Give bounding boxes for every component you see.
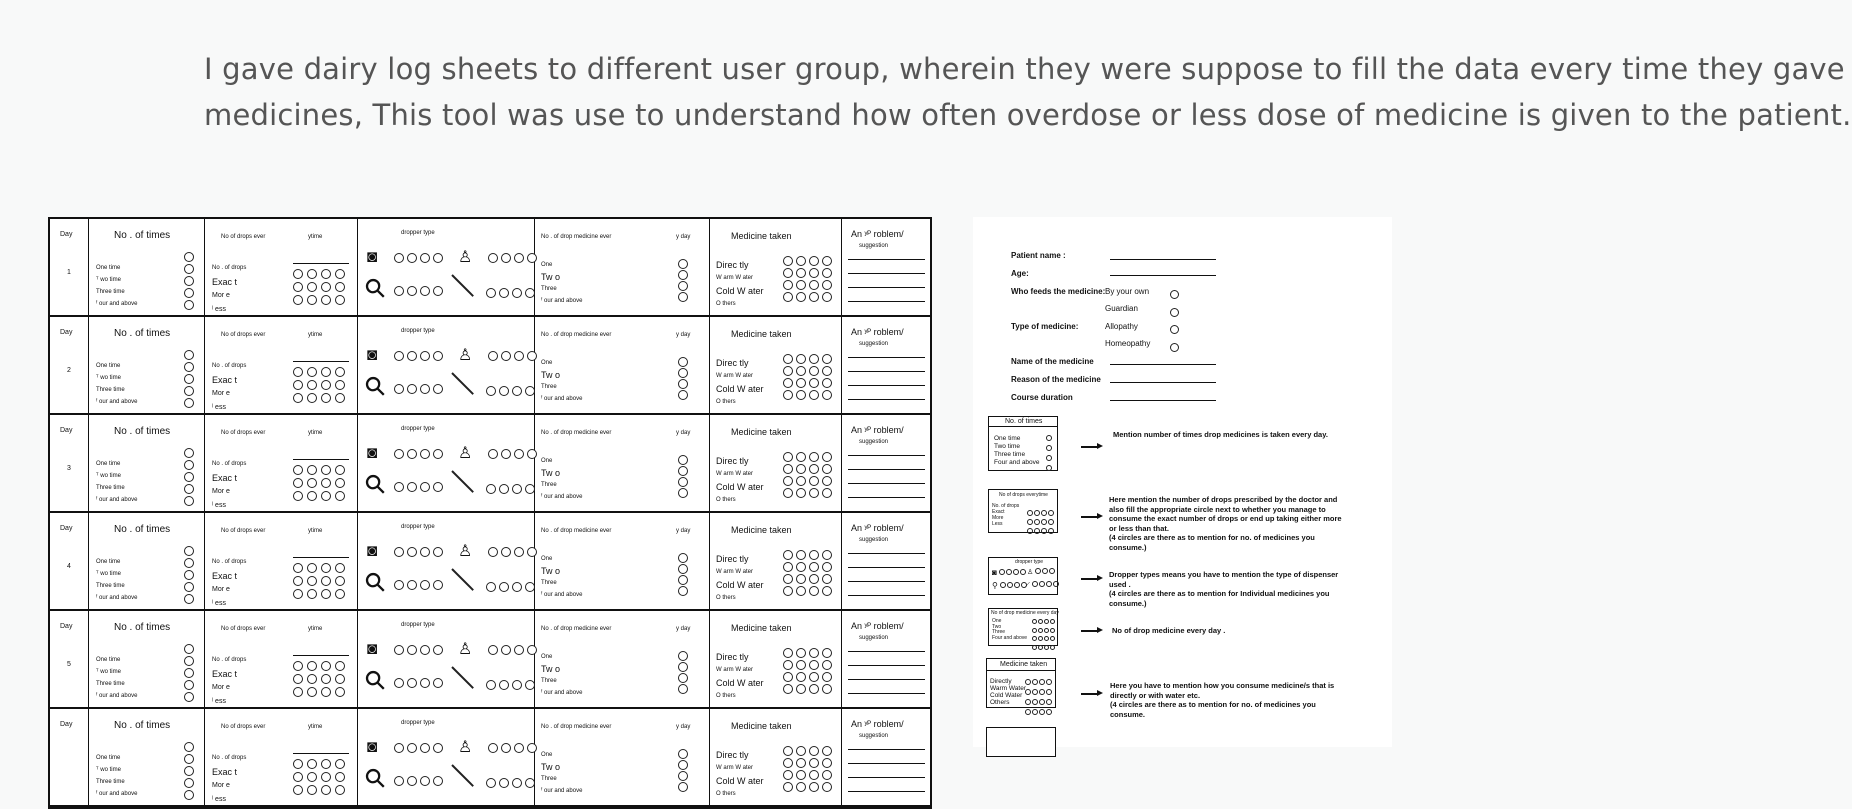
drop-every-day-cell: No . of drop medicine ever y day One Tw o Three ᶠ our and above — [535, 219, 710, 315]
day-cell: Day 1 — [50, 219, 89, 315]
arrow-icon — [1081, 630, 1099, 632]
times-description: Mention number of times drop medicines is taken every day. — [1113, 430, 1328, 439]
times-cell: No . of times One time ᵀ wo time Three time ᶠ our and above — [89, 611, 205, 707]
times-thumbnail-items: One time Two time Three time Four and above — [994, 435, 1040, 466]
intro-text — [204, 46, 1852, 138]
instruction-panel — [973, 217, 1392, 747]
medicine-reason-label: Reason of the medicine — [1011, 375, 1101, 384]
day-row — [50, 709, 930, 807]
bottle-icon: ◙ — [367, 737, 378, 756]
feeds-option-guardian: Guardian — [1105, 304, 1138, 313]
bottle-icon: ◙ — [367, 443, 378, 462]
type-option-homeopathy: Homeopathy — [1105, 339, 1151, 348]
pipette-icon: ⚲ — [357, 368, 393, 404]
medicine-taken-cell: Medicine taken Direc tly W arm W ater Cold W ater O thers — [710, 219, 842, 315]
dropper-type-cell: dropper type ◙ ♙ ⚲ — [358, 317, 535, 413]
day-cell: Day 3 — [50, 415, 89, 511]
bottle-icon: ◙ — [367, 541, 378, 560]
drop-every-day-cell: No . of drop medicine ever y day One Tw o Three ᶠ our and above — [535, 415, 710, 511]
day-cell: Day — [50, 709, 89, 805]
day-number: 1 — [67, 269, 71, 276]
feeds-own-radio — [1170, 290, 1179, 299]
arrow-icon — [1081, 578, 1099, 580]
pipette-icon: ⚲ — [357, 760, 393, 796]
homeopathy-radio — [1170, 343, 1179, 352]
dropper-icon: ♙ — [458, 249, 473, 266]
drops-cell: No of drops ever ytime No . of drops Exac t Mor e ˡ ess — [205, 219, 358, 315]
drops-description: Here mention the number of drops prescribed by the doctor and also fill the appropriate circle next to whether you manage to consume the exact number of drops or end up taking either more or less than that. (4 circles are there as to mention for no. of medicines you consume.) — [1109, 495, 1342, 552]
allopathy-radio — [1170, 325, 1179, 334]
problem-suggestion-cell: An ʸᴾ roblem/ suggestion — [842, 317, 930, 413]
medicine-reason-line — [1110, 382, 1216, 383]
day-row — [50, 317, 930, 415]
who-feeds-label: Who feeds the medicine: — [1011, 287, 1106, 296]
arrow-icon — [1081, 446, 1099, 448]
dropper-type-thumbnail: dropper type ◙ ♙ ⚲ ⟋ — [988, 557, 1058, 595]
syringe-icon — [451, 372, 474, 395]
dropper-icon: ♙ — [458, 641, 473, 658]
dropper-type-cell: dropper type ◙ ♙ ⚲ — [358, 611, 535, 707]
course-duration-line — [1110, 400, 1216, 401]
intro-line-2: medicines, This tool was use to understand how often overdose or less dose of medicine is given to the patient. — [204, 98, 1852, 132]
medicine-taken-cell: Medicine taken Direc tly W arm W ater Cold W ater O thers — [710, 513, 842, 609]
day-cell: Day 2 — [50, 317, 89, 413]
type-of-medicine-label: Type of medicine: — [1011, 322, 1079, 331]
bottle-icon: ◙ — [367, 639, 378, 658]
drops-cell: No of drops ever ytime No . of drops Exac t Mor e ˡ ess — [205, 415, 358, 511]
age-label: Age: — [1011, 269, 1029, 278]
day-cell: Day 4 — [50, 513, 89, 609]
dropper-icon: ♙ — [458, 739, 473, 756]
drop-every-day-cell: No . of drop medicine ever y day One Tw o Three ᶠ our and above — [535, 317, 710, 413]
pipette-icon: ⚲ — [357, 270, 393, 306]
patient-name-line — [1110, 259, 1216, 260]
arrow-icon — [1081, 693, 1099, 695]
times-cell: No . of times One time ᵀ wo time Three time ᶠ our and above — [89, 709, 205, 805]
times-cell: No . of times One time ᵀ wo time Three time ᶠ our and above — [89, 513, 205, 609]
times-cell: No . of times One time ᵀ wo time Three time ᶠ our and above — [89, 415, 205, 511]
feeds-guardian-radio — [1170, 308, 1179, 317]
next-thumbnail — [986, 727, 1056, 757]
pipette-icon: ⚲ — [357, 662, 393, 698]
medicine-taken-cell: Medicine taken Direc tly W arm W ater Cold W ater O thers — [710, 709, 842, 805]
intro-line-1: I gave dairy log sheets to different user group, wherein they were suppose to fill the data every time they gave — [204, 52, 1845, 86]
arrow-icon — [1081, 516, 1099, 518]
drop-every-day-description: No of drop medicine every day . — [1112, 626, 1226, 635]
drop-every-day-cell: No . of drop medicine ever y day One Tw o Three ᶠ our and above — [535, 611, 710, 707]
drops-cell: No of drops ever ytime No . of drops Exac t Mor e ˡ ess — [205, 611, 358, 707]
course-duration-label: Course duration — [1011, 393, 1073, 402]
bottle-icon: ◙ — [367, 247, 378, 266]
problem-suggestion-cell: An ʸᴾ roblem/ suggestion — [842, 709, 930, 805]
feeds-option-own: By your own — [1105, 287, 1150, 296]
day-row — [50, 219, 930, 317]
problem-suggestion-cell: An ʸᴾ roblem/ suggestion — [842, 611, 930, 707]
drops-cell: No of drops ever ytime No . of drops Exac t Mor e ˡ ess — [205, 513, 358, 609]
pipette-icon: ⚲ — [357, 564, 393, 600]
dropper-type-cell: dropper type ◙ ♙ ⚲ — [358, 415, 535, 511]
dropper-icon: ♙ — [458, 445, 473, 462]
day-number: 2 — [67, 367, 71, 374]
drops-cell: No of drops ever ytime No . of drops Exac t Mor e ˡ ess — [205, 317, 358, 413]
syringe-icon — [451, 764, 474, 787]
type-option-allopathy: Allopathy — [1105, 322, 1138, 331]
medicine-taken-thumbnail: Medicine taken Directly Warm Water Cold Water Others — [986, 658, 1056, 708]
dropper-icon: ♙ — [458, 543, 473, 560]
syringe-icon — [451, 470, 474, 493]
day-row — [50, 611, 930, 709]
day-cell: Day 5 — [50, 611, 89, 707]
day-number: 3 — [67, 465, 71, 472]
times-cell: No . of times One time ᵀ wo time Three time ᶠ our and above — [89, 317, 205, 413]
drop-every-day-cell: No . of drop medicine ever y day One Tw o Three ᶠ our and above — [535, 513, 710, 609]
dropper-type-description: Dropper types means you have to mention the type of dispenser used . (4 circles are there as to mention for Individual medicines you consume.) — [1109, 570, 1339, 608]
dropper-type-cell: dropper type ◙ ♙ ⚲ — [358, 513, 535, 609]
bottle-icon: ◙ — [367, 345, 378, 364]
problem-suggestion-cell: An ʸᴾ roblem/ suggestion — [842, 513, 930, 609]
pipette-icon: ⚲ — [357, 466, 393, 502]
dropper-type-cell: dropper type ◙ ♙ ⚲ — [358, 219, 535, 315]
drop-every-day-thumbnail: No of drop medicine every day One Two Three Four and above — [988, 608, 1058, 646]
day-row — [50, 415, 930, 513]
medicine-taken-cell: Medicine taken Direc tly W arm W ater Cold W ater O thers — [710, 317, 842, 413]
syringe-icon — [451, 666, 474, 689]
dropper-icon: ♙ — [458, 347, 473, 364]
syringe-icon — [451, 568, 474, 591]
age-line — [1110, 275, 1216, 276]
diary-log-sheet — [48, 217, 932, 809]
day-number: 5 — [67, 661, 71, 668]
dropper-type-cell: dropper type ◙ ♙ ⚲ — [358, 709, 535, 805]
times-thumbnail: No. of times One time Two time Three time Four and above — [988, 416, 1058, 471]
drop-every-day-cell: No . of drop medicine ever y day One Tw o Three ᶠ our and above — [535, 709, 710, 805]
drops-thumbnail: No of drops everytime No. of drops Exact More Less — [988, 489, 1058, 533]
medicine-name-label: Name of the medicine — [1011, 357, 1094, 366]
times-cell: No . of times One time ᵀ wo time Three time ᶠ our and above — [89, 219, 205, 315]
day-row — [50, 513, 930, 611]
day-number: 4 — [67, 563, 71, 570]
medicine-name-line — [1110, 364, 1216, 365]
problem-suggestion-cell: An ʸᴾ roblem/ suggestion — [842, 415, 930, 511]
patient-name-label: Patient name : — [1011, 251, 1066, 260]
syringe-icon — [451, 274, 474, 297]
drops-cell: No of drops ever ytime No . of drops Exac t Mor e ˡ ess — [205, 709, 358, 805]
medicine-taken-cell: Medicine taken Direc tly W arm W ater Cold W ater O thers — [710, 611, 842, 707]
problem-suggestion-cell: An ʸᴾ roblem/ suggestion — [842, 219, 930, 315]
medicine-taken-description: Here you have to mention how you consume medicine/s that is directly or with water etc. (4 circles are there as to mention for no. of medicines you consume. — [1110, 681, 1335, 719]
medicine-taken-cell: Medicine taken Direc tly W arm W ater Cold W ater O thers — [710, 415, 842, 511]
